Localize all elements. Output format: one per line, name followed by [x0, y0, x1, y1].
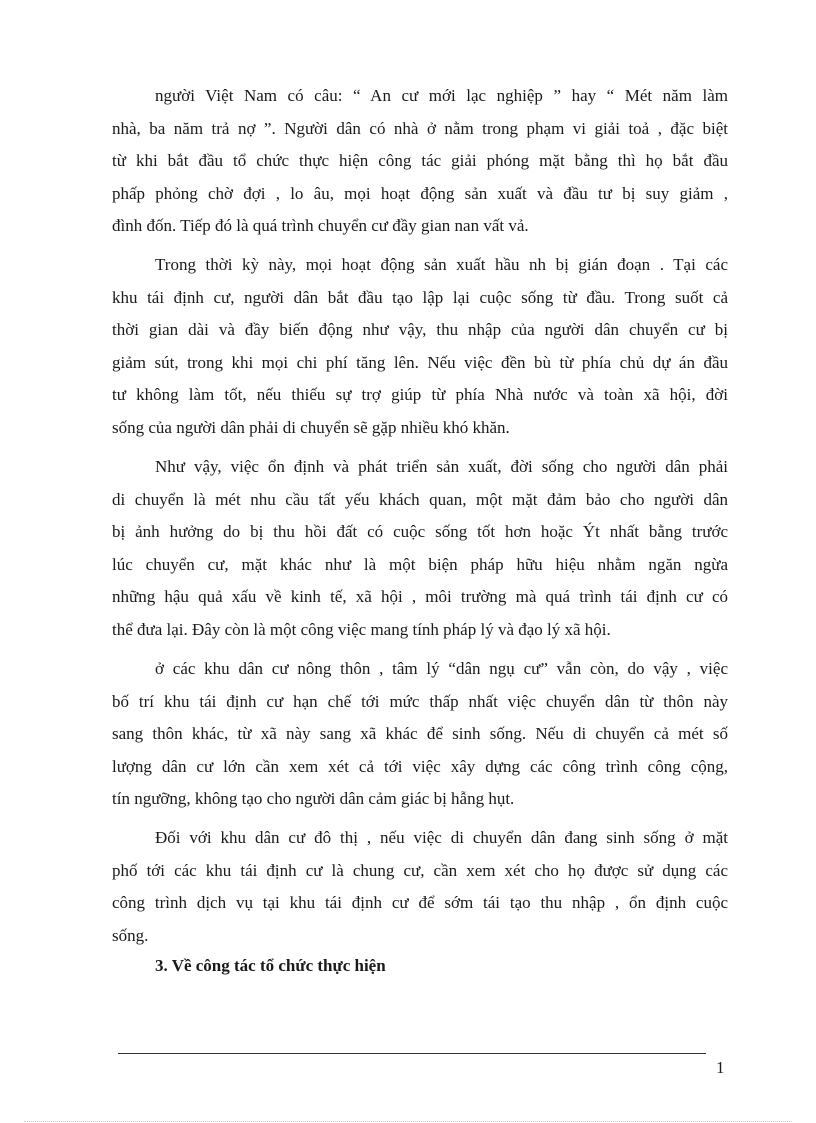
text-line: sang thôn khác, từ xã này sang xã khác để sinh sống. Nếu di chuyển cả mét số — [112, 724, 728, 743]
text-line: đình đốn. Tiếp đó là quá trình chuyển cư đầy gian nan vất vả. — [112, 216, 529, 235]
paragraph-3 — [112, 451, 728, 646]
text-line: tư không làm tốt, nếu thiếu sự trợ giúp từ phía Nhà nước và toàn xã hội, đời — [112, 385, 728, 404]
text-line: sống. — [112, 925, 149, 945]
text-line: người Việt Nam có câu: “ An cư mới lạc nghiệp ” hay “ Mét năm làm — [155, 86, 728, 105]
section-heading: 3. Về công tác tổ chức thực hiện — [155, 956, 386, 975]
text-line: bố trí khu tái định cư hạn chế tới mức thấp nhất việc chuyển dân từ thôn này — [112, 691, 728, 711]
text-line: giảm sút, trong khi mọi chi phí tăng lên. Nếu việc đền bù từ phía chủ dự án đầu — [112, 352, 728, 372]
text-line: phố tới các khu tái định cư là chung cư, cần xem xét cho họ được sử dụng các — [112, 860, 728, 880]
text-line: tín ngưỡng, không tạo cho người dân cảm giác bị hẫng hụt. — [112, 789, 515, 808]
paragraph-1 — [112, 80, 728, 243]
text-line: Đối với khu dân cư đô thị , nếu việc di chuyển dân đang sinh sống ở mặt — [155, 828, 728, 847]
footer-divider — [118, 1053, 706, 1054]
text-line: phấp phỏng chờ đợi , lo âu, mọi hoạt động sản xuất và đầu tư bị suy giảm , — [112, 183, 728, 203]
text-line: khu tái định cư, người dân bắt đầu tạo lập lại cuộc sống từ đầu. Trong suốt cả — [112, 287, 728, 307]
text-line: Như vậy, việc ổn định và phát triển sản xuất, đời sống cho người dân phải — [155, 457, 728, 476]
text-line: thời gian dài và đầy biến động như vậy, thu nhập của người dân chuyển cư bị — [112, 320, 728, 339]
paragraph-5 — [112, 822, 728, 952]
text-line: những hậu quả xấu về kinh tế, xã hội , môi trường mà quá trình tái định cư có — [112, 587, 728, 606]
text-line: di chuyển là mét nhu cầu tất yếu khách quan, một mặt đảm bảo cho người dân — [112, 489, 728, 509]
text-line: công trình dịch vụ tại khu tái định cư để sớm tái tạo thu nhập , ổn định cuộc — [112, 893, 728, 912]
text-line: sống của người dân phải di chuyển sẽ gặp nhiều khó khăn. — [112, 417, 510, 437]
text-line: lúc chuyển cư, mặt khác như là một biện pháp hữu hiệu nhằm ngăn ngừa — [112, 554, 728, 574]
paragraph-4 — [112, 653, 728, 816]
text-line: Trong thời kỳ này, mọi hoạt động sản xuất hầu nh bị gián đoạn . Tại các — [155, 255, 728, 274]
text-line: ở các khu dân cư nông thôn , tâm lý “dân ngụ cư” vẫn còn, do vậy , việc — [155, 659, 728, 678]
text-line: từ khi bắt đầu tổ chức thực hiện công tác giải phóng mặt bằng thì họ bắt đầu — [112, 151, 728, 170]
page-boundary — [24, 1121, 792, 1122]
text-line: bị ảnh hưởng do bị thu hồi đất có cuộc sống tốt hơn hoặc Ýt nhất bằng trước — [112, 522, 728, 541]
text-line: lượng dân cư lớn cần xem xét cả tới việc xây dựng các công trình công cộng, — [112, 756, 728, 776]
paragraph-2 — [112, 249, 728, 444]
text-line: nhà, ba năm trả nợ ”. Người dân có nhà ở nằm trong phạm vi giải toả , đặc biệt — [112, 118, 728, 138]
text-line: thể đưa lại. Đây còn là một công việc mang tính pháp lý và đạo lý xã hội. — [112, 619, 611, 639]
page-number: 1 — [716, 1058, 725, 1077]
